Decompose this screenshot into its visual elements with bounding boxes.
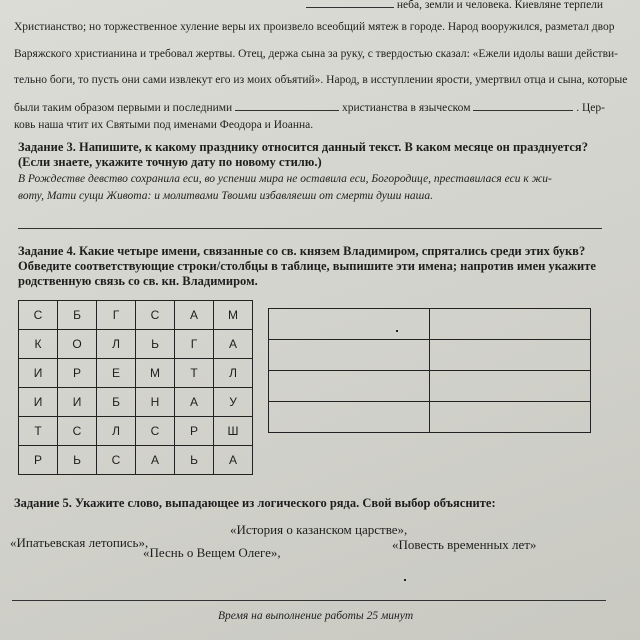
task3-text-line2: воту, Мати сущи Живота: и молитвами Твоими избавляеши от смерти души наша.: [18, 190, 433, 202]
task3-title-line1: Задание 3. Напишите, к какому празднику относится данный текст. В каком месяце он празднуется?: [18, 140, 588, 154]
grid-letter-cell[interactable]: Л: [97, 330, 136, 359]
grid-letter-cell[interactable]: Р: [175, 417, 214, 446]
fill-blank[interactable]: [306, 0, 394, 8]
grid-letter-cell[interactable]: И: [19, 388, 58, 417]
grid-letter-cell[interactable]: Р: [58, 359, 97, 388]
relation-cell[interactable]: [430, 402, 591, 433]
grid-letter-cell[interactable]: И: [19, 359, 58, 388]
paragraph-text: . Цер-: [576, 102, 605, 114]
grid-row: [19, 417, 253, 446]
grid-letter-cell[interactable]: С: [136, 417, 175, 446]
relation-cell[interactable]: [430, 371, 591, 402]
grid-letter-cell[interactable]: Р: [19, 446, 58, 475]
task4-title-line3: родственную связь со св. кн. Владимиром.: [18, 274, 258, 288]
task3-answer-line[interactable]: [18, 228, 602, 229]
paragraph-line-5: ковь наша чтит их Святыми под именами Феодора и Иоанна.: [14, 119, 314, 131]
answer-row: [269, 402, 591, 433]
grid-row: [19, 388, 253, 417]
grid-letter-cell[interactable]: Ш: [214, 417, 253, 446]
grid-letter-cell[interactable]: У: [214, 388, 253, 417]
grid-letter-cell[interactable]: С: [97, 446, 136, 475]
paragraph-line-0: [14, 0, 603, 12]
name-cell[interactable]: [269, 309, 430, 340]
name-cell[interactable]: [269, 340, 430, 371]
fill-blank[interactable]: [235, 98, 339, 111]
paragraph-text: христианства в языческом: [341, 102, 471, 114]
letter-grid: [18, 300, 253, 475]
grid-letter-cell[interactable]: Т: [175, 359, 214, 388]
task4-title-line1: Задание 4. Какие четыре имени, связанные со св. князем Владимиром, спрятались среди этих букв?: [18, 244, 586, 258]
grid-row: [19, 330, 253, 359]
grid-letter-cell[interactable]: Ь: [175, 446, 214, 475]
task5-option-3[interactable]: «Песнь о Вещем Олеге»,: [143, 545, 281, 560]
grid-letter-cell[interactable]: Т: [19, 417, 58, 446]
relation-cell[interactable]: [430, 340, 591, 371]
task3-title-line2: (Если знаете, укажите точную дату по новому стилю.): [18, 155, 322, 169]
grid-letter-cell[interactable]: М: [136, 359, 175, 388]
names-answer-table: [268, 308, 591, 433]
pen-dot: [404, 579, 406, 581]
grid-row: [19, 359, 253, 388]
grid-letter-cell[interactable]: Е: [97, 359, 136, 388]
footer-time-note: Время на выполнение работы 25 минут: [218, 610, 414, 622]
name-cell[interactable]: [269, 402, 430, 433]
answer-row: [269, 309, 591, 340]
task5-option-1[interactable]: «Ипатьевская летопись»,: [10, 535, 149, 550]
grid-letter-cell[interactable]: Л: [97, 417, 136, 446]
grid-letter-cell[interactable]: И: [58, 388, 97, 417]
grid-letter-cell[interactable]: М: [214, 301, 253, 330]
grid-letter-cell[interactable]: С: [136, 301, 175, 330]
grid-letter-cell[interactable]: С: [19, 301, 58, 330]
grid-letter-cell[interactable]: Г: [175, 330, 214, 359]
paragraph-line-1: Христианство; но торжественное хуление веры их произвело всеобщий мятеж в городе. Народ вооружился, разметал двор: [14, 21, 615, 33]
grid-letter-cell[interactable]: А: [175, 388, 214, 417]
paragraph-text: неба, земли и человека. Киевляне терпели: [396, 0, 604, 11]
task5-option-4[interactable]: «Повесть временных лет»: [392, 537, 537, 552]
name-cell[interactable]: [269, 371, 430, 402]
fill-blank[interactable]: [473, 98, 573, 111]
task5-option-2[interactable]: «История о казанском царстве»,: [230, 522, 408, 537]
task4-title-line2: Обведите соответствующие строки/столбцы в таблице, выпишите эти имена; напротив имен укажите: [18, 259, 596, 273]
relation-cell[interactable]: [430, 309, 591, 340]
grid-letter-cell[interactable]: Г: [97, 301, 136, 330]
grid-letter-cell[interactable]: Б: [58, 301, 97, 330]
answer-row: [269, 371, 591, 402]
grid-letter-cell[interactable]: С: [58, 417, 97, 446]
grid-letter-cell[interactable]: Ь: [58, 446, 97, 475]
paragraph-line-2: Варяжского христианина и требовал жертвы. Отец, держа сына за руку, с твердостью сказал: «Ежели идолы ваши действи-: [14, 48, 618, 60]
grid-letter-cell[interactable]: А: [214, 446, 253, 475]
grid-letter-cell[interactable]: Б: [97, 388, 136, 417]
grid-letter-cell[interactable]: Н: [136, 388, 175, 417]
task3-text-line1: В Рождестве девство сохранила еси, во успении мира не оставила еси, Богородице, преставилася еси к жи-: [18, 173, 552, 185]
grid-letter-cell[interactable]: Ь: [136, 330, 175, 359]
task5-title: Задание 5. Укажите слово, выпадающее из логического ряда. Свой выбор объясните:: [14, 496, 496, 510]
grid-letter-cell[interactable]: А: [175, 301, 214, 330]
paragraph-line-3: тельно боги, то пусть они сами извлекут его из моих объятий». Народ, в исступлении ярости, умертвил отца и сына, которые: [14, 74, 628, 86]
grid-row: [19, 446, 253, 475]
paragraph-text: были таким образом первыми и последними: [14, 102, 233, 114]
grid-letter-cell[interactable]: О: [58, 330, 97, 359]
grid-letter-cell[interactable]: А: [136, 446, 175, 475]
grid-letter-cell[interactable]: Л: [214, 359, 253, 388]
paragraph-line-4: [14, 98, 605, 115]
grid-letter-cell[interactable]: А: [214, 330, 253, 359]
task5-answer-line[interactable]: [12, 600, 606, 601]
grid-row: [19, 301, 253, 330]
grid-letter-cell[interactable]: К: [19, 330, 58, 359]
answer-row: [269, 340, 591, 371]
pen-dot: [396, 330, 398, 332]
